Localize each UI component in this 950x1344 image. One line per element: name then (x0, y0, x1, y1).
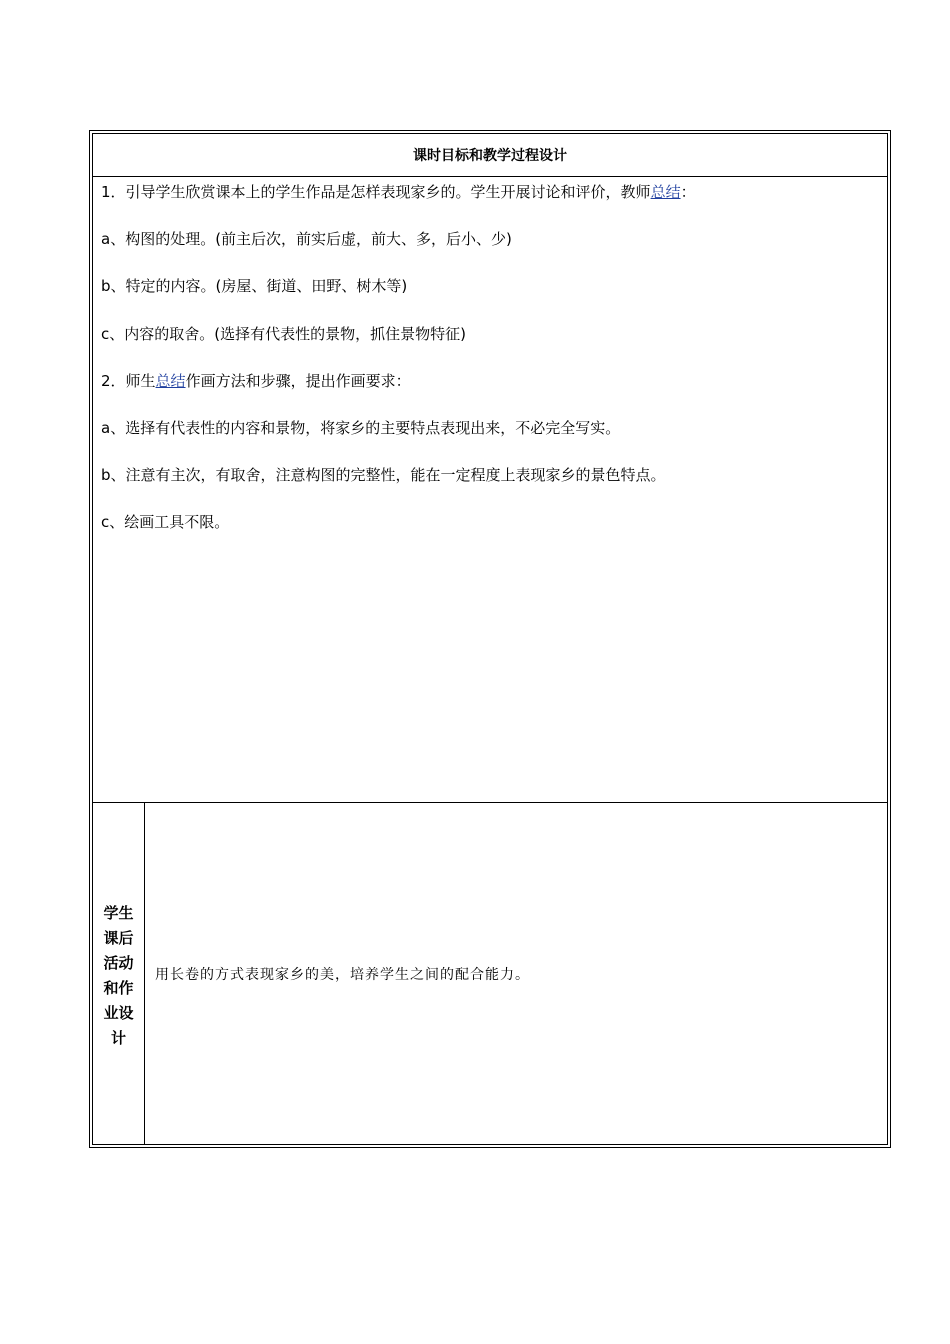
paragraph-3: b、特定的内容。(房屋、街道、田野、树木等) (101, 277, 408, 296)
lesson-plan-table (89, 130, 891, 1148)
paragraph-1: 1．引导学生欣赏课本上的学生作品是怎样表现家乡的。学生开展讨论和评价，教师总结： (101, 183, 696, 201)
homework-label-cell (93, 803, 145, 1144)
teaching-process-cell (93, 177, 887, 803)
paragraph-6: a、选择有代表性的内容和景物，将家乡的主要特点表现出来，不必完全写实。 (101, 418, 621, 437)
paragraph-7: b、注意有主次，有取舍，注意构图的完整性，能在一定程度上表现家乡的景色特点。 (101, 466, 666, 485)
homework-content-cell (145, 803, 887, 1144)
table-header (93, 134, 887, 177)
paragraph-8: c、绘画工具不限。 (101, 513, 230, 532)
paragraph-4: c、内容的取舍。(选择有代表性的景物，抓住景物特征) (101, 324, 466, 343)
homework-label: 学生课后活动和作业设计 (103, 903, 134, 1047)
homework-row (93, 803, 887, 1144)
paragraph-5: 2．师生总结作画方法和步骤，提出作画要求： (101, 371, 411, 390)
table-title: 课时目标和教学过程设计 (413, 148, 567, 164)
summary-link-2[interactable]: 总结 (155, 371, 186, 390)
homework-text: 用长卷的方式表现家乡的美，培养学生之间的配合能力。 (155, 966, 530, 983)
paragraph-2: a、构图的处理。(前主后次，前实后虚，前大、多，后小、少) (101, 230, 512, 249)
summary-link-1[interactable]: 总结 (650, 183, 681, 201)
